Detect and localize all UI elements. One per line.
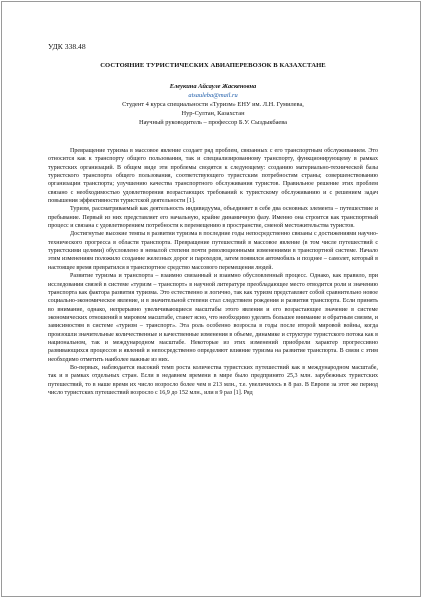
document-page (1, 1, 421, 597)
article-body (48, 147, 378, 397)
affiliation-line-1: Студент 4 курса специальности «Туризм» ЕНУ им. Л.Н. Гумилева, (122, 101, 304, 108)
author-name: Елеукина Айсауле Жаскеновна (169, 83, 257, 90)
paragraph: Превращение туризма в массовое явление создает ряд проблем, связанных с его транспортным обслуживанием. Это относится как к транспорту общего пользования, так и специализированному транспорту, функционирующему в рамках туристских организаций. В общем виде эти проблемы сводятся к следующему: созданию материально-технической базы туристского транспорта общего пользования, соответствующего туристским потребностям страны; совершенствованию организации транспорта; улучшению качества транспортного обслуживания туристов. Правильное решение этих проблем связано с необходимостью удовлетворения возрастающих требований к туристскому обслуживанию и с решением задач повышения эффективности туристской деятельности [1]. (48, 148, 378, 205)
paragraph: Туризм, рассматриваемый как деятельность индивидуума, объединяет в себе два основных элемента – путешествие и пребывание. Первый из них представляет его начальную, крайне динамичную фазу. Именно она строится как транспортный процесс и связана с удовлетворением потребности к перемещению в пространстве, сменой местожительства туристов. (48, 206, 378, 230)
affiliation-line-2: Нур-Султан, Казахстан (181, 110, 245, 117)
udk-code: УДК 338.48 (48, 42, 86, 51)
paragraph: Развитие туризма и транспорта – взаимно связанный и взаимно обусловленный процесс. Однако, как правило, при исследовании связей в системе «туризм – транспорт» в научной литературе преобладающее место отводится роли и значению транспорта как фактора развития туризма. Это естественно и логично, так как туризм представляет собой сравнительно новое социально-экономическое явление, и в значительной степени стал следствием рождения и развития транспорта. Если принять во внимание, однако, непрерывно увеличивающиеся масштабы этого явления и его возрастающее значение в системе экономических отношений в мировом масштабе, станет ясно, что необходимо уделять большее внимание и обратным связям, и зависимостям в системе «туризм – транспорт». Эта роль особенно возросла в годы после второй мировой войны, когда произошли значительные количественные и качественные изменения в объеме, динамике и структуре туристского потока как в национальном, так и международном масштабе. Некоторые из этих изменений приобрели характер прогрессивно развивающихся процессов и явлений и непосредственно определяют влияние туризма на развитие транспорта. В связи с этим необходимо отметить наиболее важные из них. (48, 273, 378, 363)
paragraph: Достигнутые высокие темпы в развитии туризма в последние годы непосредственно связаны с достижениями научно-технического прогресса в области транспорта. Превращение путешествий в массовое явление (в том числе путешествий с туристскими целями) обусловлено в немалой степени почти революционными изменениями в транспортной системе. Начало этим изменениям положило создание железных дорог и пароходов, затем появился автомобиль и позднее – самолет, который в настоящее время превратился в транспортное средство массового перемещения людей. (48, 231, 378, 271)
author-email[interactable]: aisauleba@mail.ru (188, 92, 238, 99)
affiliation-line-3: Научный руководитель – профессор Б.У. Сыздыкбаева (138, 119, 288, 126)
paragraph: Во-первых, наблюдается высокий темп роста количества туристских путешествий как в международном масштабе, так и в рамках отдельных стран. Если в недавнем времени в мире было предпринято 25,3 млн. зарубежных туристских путешествий, то в наше время их число возросло более чем в 213 млн., т.е. увеличилось в 8 раз. В Европе за этот же период число туристских путешествий возросло с 16,9 до 152 млн., или в 9 раз [1]. Ряд (48, 364, 378, 396)
article-title: СОСТОЯНИЕ ТУРИСТИЧЕСКИХ АВИАПЕРЕВОЗОК В КАЗАХСТАНЕ (100, 62, 326, 69)
